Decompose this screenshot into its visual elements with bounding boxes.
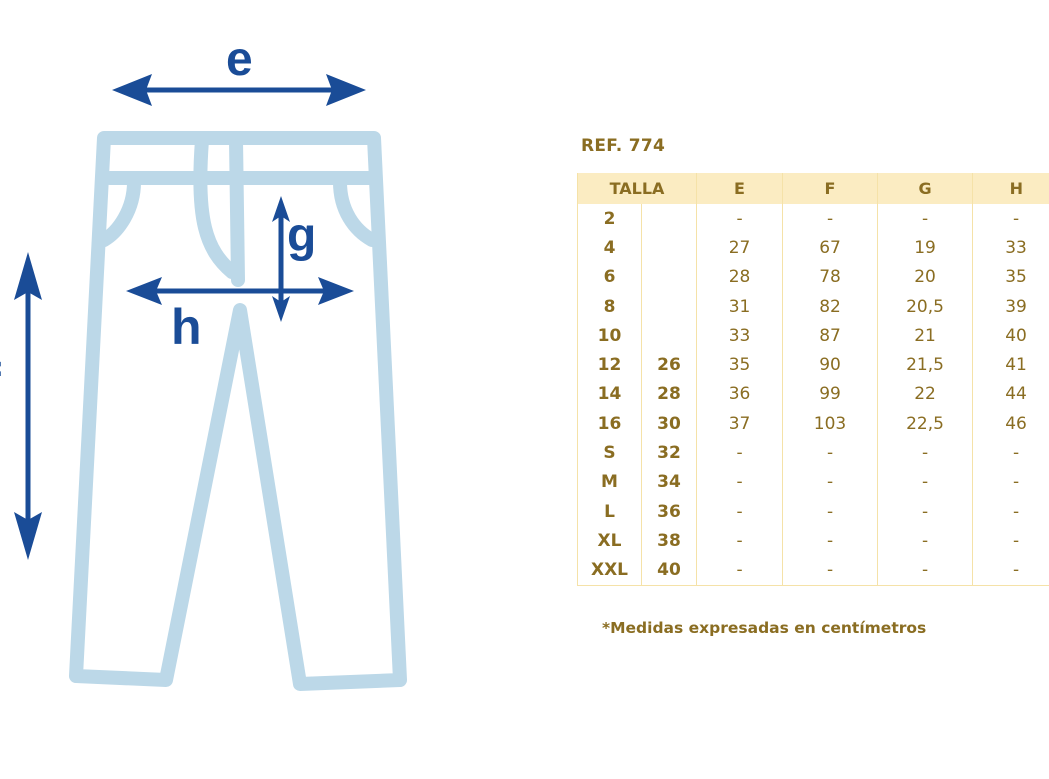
table-row <box>578 292 1049 321</box>
table-row <box>578 409 1049 438</box>
f-cell: 82 <box>783 292 878 321</box>
e-cell: - <box>697 526 783 555</box>
e-cell: - <box>697 468 783 497</box>
h-cell: - <box>973 468 1049 497</box>
size-alt-cell: 38 <box>642 526 697 555</box>
f-cell: - <box>783 438 878 467</box>
g-cell: 20,5 <box>878 292 973 321</box>
size-cell: 2 <box>578 204 642 233</box>
size-alt-cell <box>642 263 697 292</box>
table-row <box>578 380 1049 409</box>
size-alt-cell <box>642 321 697 350</box>
e-cell: 36 <box>697 380 783 409</box>
size-alt-cell: 30 <box>642 409 697 438</box>
pocket-right <box>340 182 372 240</box>
e-cell: 37 <box>697 409 783 438</box>
h-cell: - <box>973 438 1049 467</box>
table-row <box>578 497 1049 526</box>
e-cell: - <box>697 204 783 233</box>
g-cell: 19 <box>878 233 973 262</box>
size-cell: L <box>578 497 642 526</box>
g-cell: - <box>878 497 973 526</box>
table-row <box>578 204 1049 233</box>
h-cell: - <box>973 497 1049 526</box>
header-g: G <box>878 173 973 204</box>
size-alt-cell <box>642 204 697 233</box>
g-cell: 20 <box>878 263 973 292</box>
f-cell: - <box>783 497 878 526</box>
h-cell: 33 <box>973 233 1049 262</box>
header-e: E <box>697 173 783 204</box>
size-cell: 10 <box>578 321 642 350</box>
f-cell: 90 <box>783 350 878 379</box>
arrow-e-left-head <box>112 74 152 106</box>
e-cell: - <box>697 497 783 526</box>
f-cell: 103 <box>783 409 878 438</box>
f-cell: - <box>783 468 878 497</box>
size-alt-cell: 40 <box>642 556 697 586</box>
measurement-note: *Medidas expresadas en centímetros <box>602 619 927 637</box>
table-row <box>578 233 1049 262</box>
g-cell: - <box>878 438 973 467</box>
g-cell: 22 <box>878 380 973 409</box>
e-cell: 28 <box>697 263 783 292</box>
size-cell: M <box>578 468 642 497</box>
pocket-left <box>104 182 134 240</box>
size-alt-cell: 28 <box>642 380 697 409</box>
size-cell: 6 <box>578 263 642 292</box>
reference-code: REF. 774 <box>581 136 666 156</box>
h-cell: - <box>973 556 1049 586</box>
e-cell: 31 <box>697 292 783 321</box>
label-h: h <box>171 299 202 355</box>
table-row <box>578 438 1049 467</box>
h-cell: 46 <box>973 409 1049 438</box>
e-cell: 27 <box>697 233 783 262</box>
h-cell: 40 <box>973 321 1049 350</box>
table-body <box>578 204 1049 585</box>
size-cell: 14 <box>578 380 642 409</box>
e-cell: 33 <box>697 321 783 350</box>
size-chart-table <box>577 173 1049 586</box>
h-cell: - <box>973 204 1049 233</box>
table-row <box>578 468 1049 497</box>
size-cell: 8 <box>578 292 642 321</box>
g-cell: 21,5 <box>878 350 973 379</box>
size-alt-cell <box>642 233 697 262</box>
header-h: H <box>973 173 1049 204</box>
size-alt-cell: 34 <box>642 468 697 497</box>
size-alt-cell <box>642 292 697 321</box>
table-row <box>578 556 1049 586</box>
header-f: F <box>783 173 878 204</box>
h-cell: 41 <box>973 350 1049 379</box>
f-cell: - <box>783 556 878 586</box>
f-cell: 99 <box>783 380 878 409</box>
label-f <box>0 356 1 406</box>
g-cell: - <box>878 556 973 586</box>
table-header-row <box>578 173 1049 204</box>
g-cell: - <box>878 526 973 555</box>
e-cell: - <box>697 438 783 467</box>
header-talla: TALLA <box>578 173 697 204</box>
g-cell: 21 <box>878 321 973 350</box>
table-row <box>578 321 1049 350</box>
f-cell: - <box>783 204 878 233</box>
size-cell: 16 <box>578 409 642 438</box>
f-cell: 87 <box>783 321 878 350</box>
fly-right <box>236 140 238 280</box>
size-cell: 4 <box>578 233 642 262</box>
f-cell: - <box>783 526 878 555</box>
h-cell: 39 <box>973 292 1049 321</box>
size-alt-cell: 36 <box>642 497 697 526</box>
h-cell: 44 <box>973 380 1049 409</box>
g-cell: 22,5 <box>878 409 973 438</box>
e-cell: 35 <box>697 350 783 379</box>
g-cell: - <box>878 468 973 497</box>
size-cell: XL <box>578 526 642 555</box>
size-cell: 12 <box>578 350 642 379</box>
table-row <box>578 350 1049 379</box>
g-cell: - <box>878 204 973 233</box>
h-cell: 35 <box>973 263 1049 292</box>
arrow-e-right-head <box>326 74 366 106</box>
label-e: e <box>226 33 253 86</box>
e-cell: - <box>697 556 783 586</box>
f-cell: 78 <box>783 263 878 292</box>
table-row <box>578 263 1049 292</box>
size-cell: S <box>578 438 642 467</box>
table-row <box>578 526 1049 555</box>
size-cell: XXL <box>578 556 642 586</box>
f-cell: 67 <box>783 233 878 262</box>
size-alt-cell: 32 <box>642 438 697 467</box>
fly-left <box>200 140 232 272</box>
size-alt-cell: 26 <box>642 350 697 379</box>
h-cell: - <box>973 526 1049 555</box>
label-g: g <box>287 209 317 262</box>
